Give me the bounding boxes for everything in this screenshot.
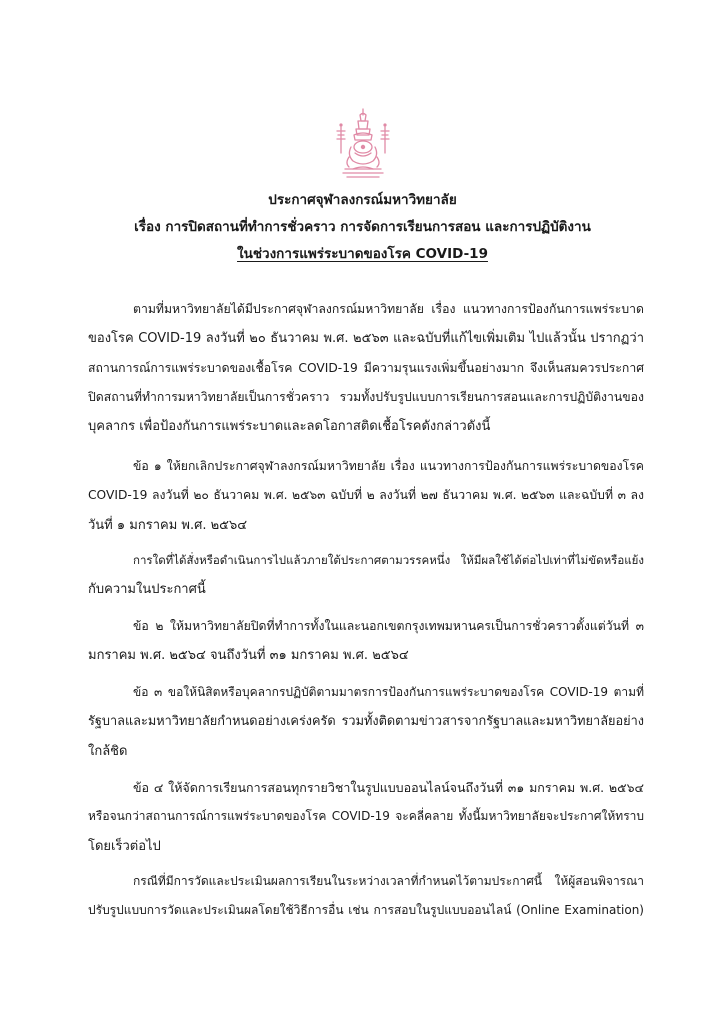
announcement-subject-continued: ในช่วงการแพร่ระบาดของโรค COVID-19 <box>237 246 488 262</box>
text-line: ข้อ ๔ ให้จัดการเรียนการสอนทุกรายวิชาในรูปแบบออนไลน์จนถึงวันที่ ๓๑ มกราคม พ.ศ. ๒๕๖๔ <box>133 780 644 795</box>
text-line: ตามที่มหาวิทยาลัยได้มีประกาศจุฬาลงกรณ์มหาวิทยาลัย เรื่อง แนวทางการป้องกันการแพร่ระบาด <box>133 302 644 316</box>
announcement-heading <box>60 187 665 268</box>
announcement-subject: เรื่อง การปิดสถานที่ทำการชั่วคราว การจัดการเรียนการสอน และการปฏิบัติงาน <box>134 219 591 235</box>
paragraph-intro <box>88 295 644 441</box>
text-line: โดยเร็วต่อไป <box>88 838 161 854</box>
text-line: ข้อ ๒ ให้มหาวิทยาลัยปิดที่ทำการทั้งในและนอกเขตกรุงเทพมหานครเป็นการชั่วคราวตั้งแต่วันที่ ๓ <box>133 619 644 633</box>
text-line: COVID-19 ลงวันที่ ๒๐ ธันวาคม พ.ศ. ๒๕๖๓ ฉบับที่ ๒ ลงวันที่ ๒๗ ธันวาคม พ.ศ. ๒๕๖๓ และฉบับที่ ๓ ลง <box>88 488 644 503</box>
paragraph-clause-3 <box>88 678 644 766</box>
text-line: วันที่ ๑ มกราคม พ.ศ. ๒๕๖๔ <box>88 517 248 533</box>
university-seal-icon <box>331 107 395 181</box>
text-line: กับความในประกาศนี้ <box>88 582 206 598</box>
text-line: ใกล้ชิด <box>88 743 128 759</box>
paragraph-clause-1 <box>88 452 644 540</box>
text-line: ปิดสถานที่ทำการมหาวิทยาลัยเป็นการชั่วคราว รวมทั้งปรับรูปแบบการเรียนการสอนและการปฏิบัติงานของ <box>88 389 644 404</box>
text-line: การใดที่ได้สั่งหรือดำเนินการไปแล้วภายใต้ประกาศตามวรรคหนึ่ง ให้มีผลใช้ได้ต่อไปเท่าที่ไม่ขัดหรือแย้ง <box>133 553 644 567</box>
text-line: หรือจนกว่าสถานการณ์การแพร่ระบาดของโรค COVID-19 จะคลี่คลาย ทั้งนี้มหาวิทยาลัยจะประกาศให้ทราบ <box>88 809 644 824</box>
paragraph-clause-4-assessment <box>88 867 644 926</box>
text-line: กรณีที่มีการวัดและประเมินผลการเรียนในระหว่างเวลาที่กำหนดไว้ตามประกาศนี้ ให้ผู้สอนพิจารณา <box>133 874 644 888</box>
text-line: ข้อ ๑ ให้ยกเลิกประกาศจุฬาลงกรณ์มหาวิทยาลัย เรื่อง แนวทางการป้องกันการแพร่ระบาดของโรค <box>133 459 644 473</box>
text-line: ปรับรูปแบบการวัดและประเมินผลโดยใช้วิธีการอื่น เช่น การสอบในรูปแบบออนไลน์ (Online Examination) <box>88 903 644 918</box>
paragraph-clause-1-note <box>88 546 644 605</box>
text-line: รัฐบาลและมหาวิทยาลัยกำหนดอย่างเคร่งครัด รวมทั้งติดตามข่าวสารจากรัฐบาลและมหาวิทยาลัยอย่าง <box>88 714 644 730</box>
announcement-title: ประกาศจุฬาลงกรณ์มหาวิทยาลัย <box>268 192 457 208</box>
paragraph-clause-4 <box>88 773 644 861</box>
text-line: บุคลากร เพื่อป้องกันการแพร่ระบาดและลดโอกาสติดเชื้อโรคดังกล่าวดังนี้ <box>88 419 491 435</box>
paragraph-clause-2 <box>88 612 644 671</box>
text-line: ข้อ ๓ ขอให้นิสิตหรือบุคลากรปฏิบัติตามมาตรการป้องกันการแพร่ระบาดของโรค COVID-19 ตามที่ <box>133 685 644 699</box>
text-line: สถานการณ์การแพร่ระบาดของเชื้อโรค COVID-19 มีความรุนแรงเพิ่มขึ้นอย่างมาก จึงเห็นสมควรประกาศ <box>88 360 644 375</box>
text-line: ของโรค COVID-19 ลงวันที่ ๒๐ ธันวาคม พ.ศ. ๒๕๖๓ และฉบับที่แก้ไขเพิ่มเติม ไปแล้วนั้น ปรากฏว่า <box>88 331 644 347</box>
text-line: มกราคม พ.ศ. ๒๕๖๔ จนถึงวันที่ ๓๑ มกราคม พ.ศ. ๒๕๖๔ <box>88 648 409 664</box>
